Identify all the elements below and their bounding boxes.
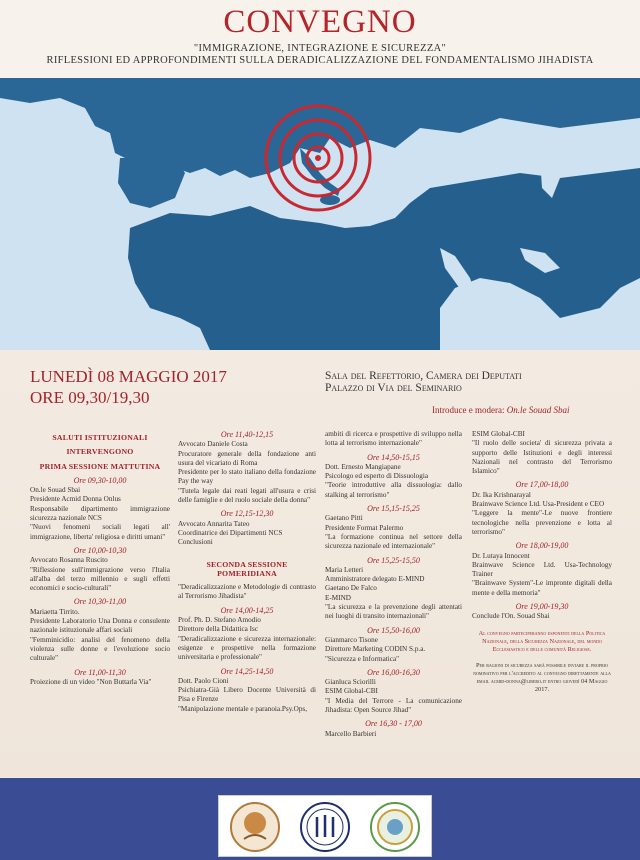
moderator-prefix: Introduce e modera: xyxy=(432,405,507,415)
speaker: Prof. Ph. D. Stefano Amodio xyxy=(178,616,261,625)
program-column-3 xyxy=(325,430,462,739)
speaker: Mariaetta Tirrito. xyxy=(30,607,80,616)
time-slot: Ore 10,00-10,30 xyxy=(73,545,127,555)
speaker: Dr. Lutaya Innocent xyxy=(472,551,530,560)
time-slot: Ore 10,30-11,00 xyxy=(73,597,127,607)
talk-title: Proiezione di un video "Non Buttarla Via" xyxy=(30,677,152,686)
talk-title: "La formazione continua nel settore della sicurezza nazionale ed internazionale" xyxy=(325,532,462,551)
talk-title: "Tutela legale dai reati legati all'usura e crisi delle famiglie e del ruolo sociale della donna" xyxy=(178,486,316,505)
talk-title: "Leggere la mente"-Le nuove frontiere tecnologiche nella prevenzione e lotta al terrorismo" xyxy=(472,509,612,536)
speaker: Dott. Ernesto Mangiapane xyxy=(325,462,401,471)
map-image xyxy=(0,78,640,350)
time-slot: Ore 19,00-19,30 xyxy=(515,602,569,612)
speaker: Dr. Ika Krishnarayal xyxy=(472,490,531,499)
talk-title: Conclusioni xyxy=(178,538,213,547)
venue-line-1: Sala del Refettorio, Camera dei Deputati xyxy=(325,370,522,382)
section-heading: SALUTI ISTITUZIONALI xyxy=(52,433,148,442)
time-slot: Ore 17,00-18,00 xyxy=(515,480,569,490)
kairos-logo-icon xyxy=(299,801,351,853)
section-heading: PRIMA SESSIONE MATTUTINA xyxy=(39,461,161,471)
speaker: Gianmarco Tisone xyxy=(325,635,378,644)
speaker-role: ESIM Global-CBI xyxy=(472,430,525,438)
program-column-1 xyxy=(30,430,170,687)
registration-note: Per ragioni di sicurezza sarà possibile inviare il proprio nominativo per l'accredito al convegno direttamente alla email acmid-donna@libero.it entro giovedì 04 Maggio 2017. xyxy=(473,661,611,693)
time-slot: Ore 14,25-14,50 xyxy=(220,666,274,676)
speaker-role: Presidente Acmid Donna Onlus xyxy=(30,495,121,504)
program-column-2 xyxy=(178,430,316,714)
event-venue xyxy=(325,370,522,394)
talk-title: "Nuovi fenomeni sociali legati all' immigrazione, liberta' religiosa e diritti umani" xyxy=(30,523,170,541)
subtitle-2: RIFLESSIONI ED APPROFONDIMENTI SULLA DERADICALIZZAZIONE DEL FONDAMENTALISMO JIHADISTA xyxy=(46,55,594,66)
speaker: Gaetano Pitti xyxy=(325,514,363,523)
speaker: Marcello Barbieri xyxy=(325,729,377,738)
speaker-role: Direttore della Didattica Isc xyxy=(178,625,259,634)
time-slot: Ore 12,15-12,30 xyxy=(220,509,274,519)
event-hours: ORE 09,30/19,30 xyxy=(30,388,150,407)
talk-title: "Sicurezza e Informatica" xyxy=(325,654,400,663)
third-logo xyxy=(369,801,421,853)
speaker-role: E-MIND xyxy=(325,593,351,602)
page-title: CONVEGNO xyxy=(223,4,417,40)
speaker: Gaetano De Falco xyxy=(325,584,377,593)
talk-title: "Teorie introduttive alla dissuologia: dallo stalking al terrorismo" xyxy=(325,481,462,499)
speaker-role: Responsabile dipartimento immigrazione sicurezza nazionale NCS xyxy=(30,504,170,523)
acmid-logo xyxy=(229,801,281,853)
speaker-role: Coordinatrice dei Dipartimenti NCS xyxy=(178,528,283,537)
time-slot: Ore 11,00-11,30 xyxy=(74,667,126,677)
time-slot: Ore 15,15-15,25 xyxy=(367,504,420,514)
time-slot: Ore 15,25-15,50 xyxy=(367,555,420,565)
talk-title: "I Media del Terrore - La comunicazione Jihadista: Open Source Jihad" xyxy=(325,696,462,715)
section-heading: SECONDA SESSIONE POMERIDIANA xyxy=(206,559,288,578)
time-slot: Ore 14,50-15,15 xyxy=(367,452,420,462)
speaker: On.le Souad Sbai xyxy=(30,486,81,495)
talk-title: "La sicurezza e la prevenzione degli attentati nei luoghi di transito internazionali" xyxy=(325,603,462,621)
speaker-role: Presidente Laboratorio Una Donna e consulente nazionale istituzionale affari sociali xyxy=(30,617,170,635)
participation-note: Al convegno parteciperanno esponenti della Politica Nazionale, della Sicurezza Nazionale, del mondo Ecclesiastico e delle comunità Religiose. xyxy=(478,629,606,653)
speaker: Dott. Paolo Cioni xyxy=(178,676,229,685)
time-slot: Ore 16,00-16,30 xyxy=(367,667,420,677)
talk-title: Conclude l'On. Souad Sbai xyxy=(472,612,550,621)
talk-title: "Deradicalizzazione e Metodologie di contrasto al Terrorismo Jihadista" xyxy=(178,583,316,601)
talk-title: "Il ruolo delle societa' di sicurezza privata a supporto delle Istituzioni e degli interessi Nazionali nel contrasto del Terrorismo Islamico" xyxy=(472,439,612,476)
speaker: Maria Letteri xyxy=(325,565,364,574)
speaker-role: Psichiatra-Già Libero Docente Università di Pisa e Firenze xyxy=(178,686,316,704)
talk-title: "Manipolazione mentale e paranoia.Psy.Ops, xyxy=(178,704,308,713)
kairos-logo xyxy=(299,801,351,853)
time-slot: Ore 14,00-14,25 xyxy=(220,605,274,615)
speaker: Avvocato Annarita Tateo xyxy=(178,519,250,528)
talk-title: "Brainwave System"-Le impronte digitali della mente e della memoria" xyxy=(472,579,612,597)
talk-title: "Deradicalizzazione e sicurezza internazionale: esigenze e prospettive nella formazione universitaria e professionale" xyxy=(178,634,316,662)
time-slot: Ore 16,30 - 17,00 xyxy=(365,719,422,729)
speaker-role: Direttore Marketing CODIN S.p.a. xyxy=(325,645,426,654)
subtitle: "IMMIGRAZIONE, INTEGRAZIONE E SICUREZZA" xyxy=(193,43,447,54)
program-column-4 xyxy=(472,430,612,694)
time-slot: Ore 18,00-19,00 xyxy=(515,541,569,551)
speaker-role: Presidente Format Palermo xyxy=(325,523,404,532)
speaker: Avvocato Daniele Costa xyxy=(178,440,248,449)
speaker-role: Amministratore delegato E-MIND xyxy=(325,575,425,584)
speaker-role: ESIM Global-CBI xyxy=(325,687,378,696)
speaker-role: Brainwave Science Ltd. Usa-President e CEO xyxy=(472,500,605,509)
event-date: LUNEDÌ 08 MAGGIO 2017 xyxy=(30,367,227,386)
time-slot: Ore 11,40-12,15 xyxy=(220,430,274,439)
moderator-name: On.le Souad Sbai xyxy=(506,405,570,415)
header xyxy=(0,0,640,82)
talk-title: ambiti di ricerca e prospettive di sviluppo nella lotta al terrorismo internazionale" xyxy=(325,430,462,448)
speaker: Avvocato Rosanna Ruscito xyxy=(30,556,108,565)
time-slot: Ore 15,50-16,00 xyxy=(367,625,420,635)
talk-title: "Riflessione sull'immigrazione verso l'Italia all'alba del terzo millennio e sugli effetti economici e socio-culturali" xyxy=(30,565,170,593)
speaker-role: Psicologo ed esperto di Dissuologia xyxy=(325,472,429,481)
speaker-role: Presidente per lo stato italiano della fondazione Pay the way xyxy=(178,468,316,486)
acmid-logo-icon xyxy=(229,801,281,853)
venue-line-2: Palazzo di Via del Seminario xyxy=(325,382,462,394)
mediterranean-map xyxy=(0,78,640,350)
speaker-role: Procuratore generale della fondazione anti usura del vicariato di Roma xyxy=(178,449,316,467)
time-slot: Ore 09,30-10,00 xyxy=(73,475,127,485)
talk-title: "Femminicidio: analisi del fenomeno della violenza sulle donne e l'evoluzione socio culturale" xyxy=(30,635,170,663)
speaker-role: Brainwave Science Ltd. Usa-Technology Trainer xyxy=(472,560,612,579)
speaker: Gianluca Sciorilli xyxy=(325,678,376,687)
section-heading: INTERVENGONO xyxy=(66,447,134,457)
emblem-logo-icon xyxy=(369,801,421,853)
logos-panel xyxy=(218,795,432,857)
moderator xyxy=(432,405,569,415)
